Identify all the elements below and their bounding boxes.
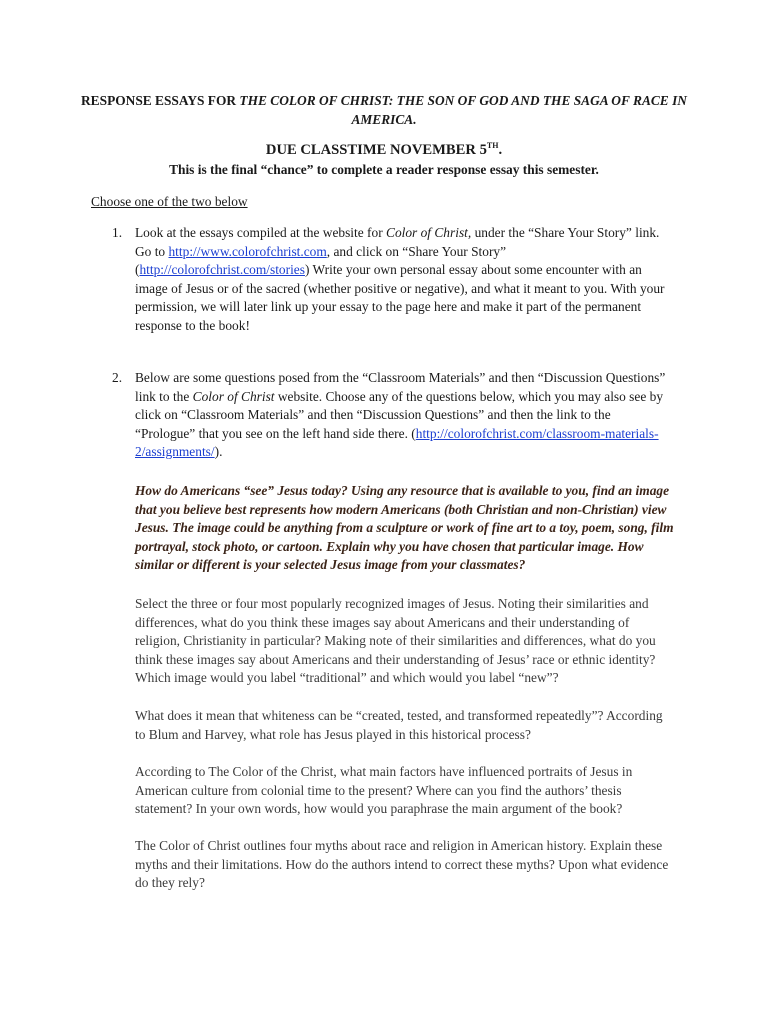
- text-segment: , and click on “Share Your Story” (: [135, 243, 507, 278]
- book-name: Color of Christ: [192, 388, 275, 404]
- colorofchrist-link[interactable]: http://www.colorofchrist.com: [168, 243, 327, 259]
- book-title: THE COLOR OF CHRIST: THE SON OF GOD AND THE SAGA OF RACE IN AMERICA.: [239, 93, 687, 127]
- final-chance-note: This is the final “chance” to complete a reader response essay this semester.: [169, 162, 599, 177]
- featured-question: How do Americans “see” Jesus today? Using any resource that is available to you, find an image that you believe best represents how modern Americans (both Christian and non-Christian) view Jesus. The image could be anything from a sculpture or work of fine art to a toy, poem, song, film portrayal, stock photo, or cartoon. Explain why you have chosen that particular image. How similar or different is your selected Jesus image from your classmates?: [135, 483, 674, 573]
- document-title: [80, 91, 688, 129]
- discussion-question-3: According to The Color of the Christ, what main factors have influenced portraits of Jesus in American culture from colonial time to the present? Where can you find the authors’ thesis statement? In your own words, how would you paraphrase the main argument of the book?: [135, 764, 633, 817]
- stories-link[interactable]: http://colorofchrist.com/stories: [139, 262, 305, 278]
- list-item-2: [112, 369, 672, 462]
- text-segment: Below are some questions posed from the “Classroom Materials” and then “Discussion Questions” link to the: [135, 370, 666, 404]
- discussion-question-4: The Color of Christ outlines four myths about race and religion in American history. Explain these myths and their limitations. How do the authors intend to correct these myths? Upon what evidence do they rely?: [135, 838, 669, 891]
- discussion-question-2: What does it mean that whiteness can be “created, tested, and transformed repeatedly”? According to Blum and Harvey, what role has Jesus played in this historical process?: [135, 708, 663, 742]
- text-segment: Look at the essays compiled at the website for: [135, 225, 387, 240]
- title-prefix: RESPONSE ESSAYS FOR: [81, 93, 240, 108]
- due-date-suffix: TH: [486, 141, 499, 151]
- text-segment: ).: [214, 444, 223, 460]
- item-text: [135, 224, 672, 336]
- book-name: Color of Christ,: [386, 225, 472, 240]
- list-item-1: [112, 224, 672, 336]
- discussion-question-1: Select the three or four most popularly recognized images of Jesus. Noting their similarities and differences, what do you think these images say about Americans and their understanding of religion, Christianity in particular? Making note of their similarities and differences, what do you think these images say about Americans and their understanding of Jesus’ race or ethnic identity? Which image would you label “traditional” and which would you label “new”?: [135, 596, 656, 686]
- due-date: [80, 141, 688, 160]
- assignments-link[interactable]: http://colorofchrist.com/classroom-materials-2/assignments/: [135, 425, 659, 460]
- item-number: 1.: [112, 225, 123, 240]
- text-segment: ) Write your own personal essay about some encounter with an image of Jesus or of the sacred (whether positive or negative), and what it meant to you. With your permission, we will later link up your essay to the page here and make it part of the permanent response to the book!: [135, 262, 665, 333]
- item-text: [135, 369, 672, 462]
- choose-instruction: Choose one of the two below: [91, 194, 248, 209]
- due-date-text: DUE CLASSTIME NOVEMBER 5: [265, 142, 487, 158]
- text-segment: under the “Share Your Story” link. Go to: [135, 225, 660, 259]
- due-date-end: .: [498, 142, 503, 158]
- text-segment: website. Choose any of the questions below, which you may also see by click on “Classroom Materials” and then “Discussion Questions” and then the link to the “Prologue” that you see on the left hand side there. (: [135, 388, 664, 441]
- item-number: 2.: [112, 370, 123, 385]
